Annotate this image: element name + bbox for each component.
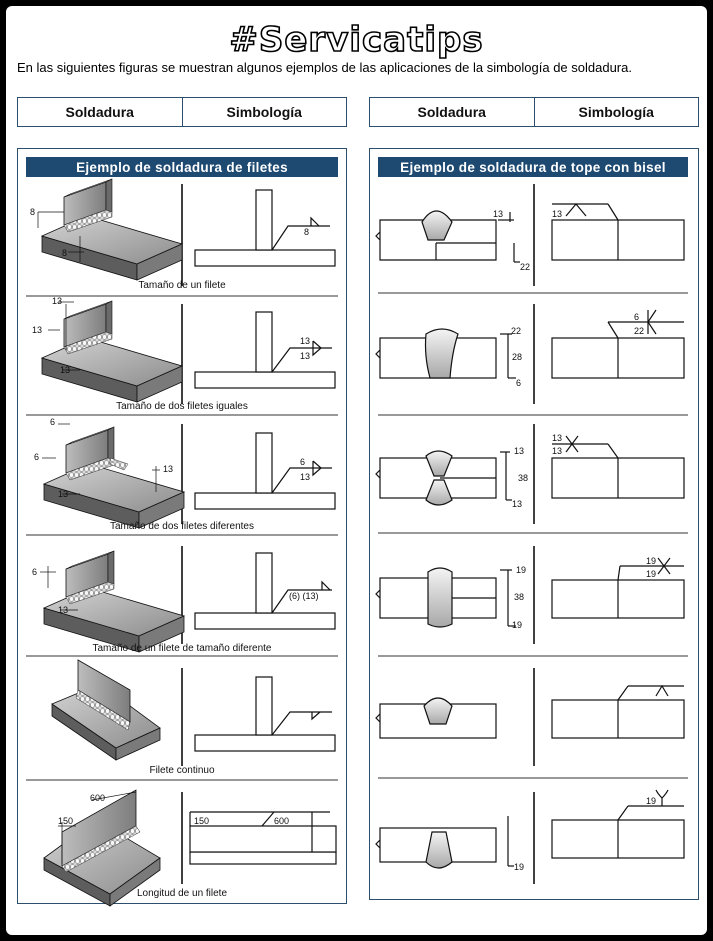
bevel-sym-6-a: 19 [646,796,657,806]
bevel-fig-4-dim-a: 19 [516,565,527,575]
fillet-fig-3 [42,424,184,528]
bevel-fig-6-dim-a: 19 [514,862,525,872]
bevel-sym-2-a: 6 [634,312,640,322]
bevel-title: Ejemplo de soldadura de tope con bisel [378,157,688,177]
bevel-fig-3 [376,451,512,505]
bevel-fig-6 [376,816,514,868]
fillet-fig-2-dim-b: 13 [32,325,43,335]
fillet-sym-6-b: 600 [274,816,290,826]
bevel-fig-3-dim-c: 13 [512,499,523,509]
fillet-sym-2-a: 13 [300,336,311,346]
intro-text: En las siguientes figuras se muestran algunos ejemplos de las aplicaciones de la simbología de soldadura. [17,60,632,75]
bevel-fig-1-dim-b: 22 [520,262,531,272]
fillet-fig-2-dim-a: 13 [52,296,63,306]
fillet-sym-3-b: 13 [300,472,311,482]
bevel-sym-3-a: 13 [552,433,563,443]
fillet-caption-4: Tamaño de un filete de tamaño diferente [92,643,272,654]
fillet-sym-5 [195,677,335,751]
fillet-caption-5: Filete continuo [149,765,215,776]
bevel-fig-3-dim-a: 13 [514,446,525,456]
fillet-fig-4-dim-a: 6 [32,567,38,577]
bevel-sym-1-a: 13 [552,209,563,219]
bevel-sym-4 [552,558,684,618]
fillet-caption-2: Tamaño de dos filetes iguales [116,401,248,412]
right-header-weld: Soldadura [417,104,486,120]
fillet-fig-6-dim-b: 150 [58,816,74,826]
fillet-sym-4-a: (6) (13) [289,591,319,601]
bevel-fig-2-dim-a: 22 [511,326,522,336]
right-header-symbol: Simbología [534,98,699,126]
bevel-sym-2 [552,310,684,378]
bevel-sym-1 [552,204,684,260]
bevel-fig-5 [376,698,496,738]
bevel-sym-4-b: 19 [646,569,657,579]
fillet-fig-3-dim-b: 6 [34,452,40,462]
fillet-sym-3 [195,433,335,509]
bevel-fig-2 [376,329,516,378]
fillet-fig-1 [38,179,182,280]
fillet-fig-5 [52,660,160,760]
left-header-symbol: Simbología [182,98,347,126]
fillet-sym-6 [190,812,336,864]
fillet-fig-4 [40,551,184,652]
fillet-fig-3-dim-c: 13 [163,464,174,474]
fillet-fig-2-dim-c: 13 [60,365,71,375]
fillet-caption-3: Tamaño de dos filetes diferentes [110,521,254,532]
bevel-fig-4-dim-c: 19 [512,620,523,630]
fillet-caption-6: Longitud de un filete [136,888,228,899]
bevel-fig-1-dim-a: 13 [493,209,504,219]
bevel-sym-3 [552,436,684,498]
fillet-fig-2 [42,301,182,402]
bevel-fig-2-dim-c: 6 [516,378,522,388]
fillet-fig-4-dim-b: 13 [58,605,69,615]
fillet-sym-2 [195,312,335,388]
brand-title: #Servicatips [229,20,484,60]
fillet-title: Ejemplo de soldadura de filetes [26,157,338,177]
bevel-sym-2-b: 22 [634,326,645,336]
fillet-fig-1-dim-b: 8 [62,248,68,258]
bevel-fig-4 [376,568,516,627]
fillet-sym-2-b: 13 [300,351,311,361]
fillet-fig-3-dim-a: 6 [50,417,56,427]
fillet-sym-3-a: 6 [300,457,306,467]
bevel-sym-4-a: 19 [646,556,657,566]
fillet-sym-6-a: 150 [194,816,210,826]
bevel-sym-3-b: 13 [552,446,563,456]
bevel-sym-5 [552,686,684,738]
fillet-fig-3-dim-d: 13 [58,489,69,499]
fillet-sym-1 [195,190,335,266]
fillet-sym-1-a: 8 [304,227,310,237]
fillet-caption-1: Tamaño de un filete [138,280,226,291]
bevel-sym-6 [552,790,684,858]
left-header-weld: Soldadura [65,104,134,120]
fillet-fig-1-dim-a: 8 [30,207,36,217]
bevel-fig-3-dim-b: 38 [518,473,529,483]
bevel-fig-4-dim-b: 38 [514,592,525,602]
fillet-fig-6-dim-a: 600 [90,793,106,803]
bevel-fig-2-dim-b: 28 [512,352,523,362]
